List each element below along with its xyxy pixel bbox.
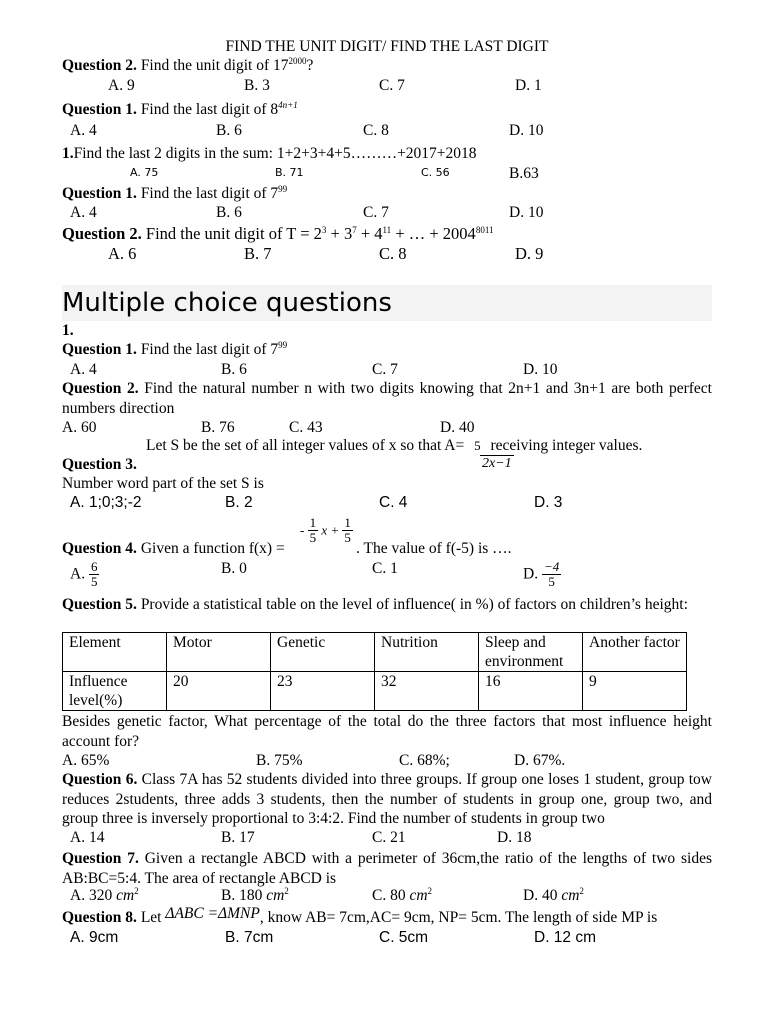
fraction-denominator: 2x−1 [482,456,512,471]
option-a[interactable]: A. 1;0;3;-2 [70,494,142,511]
table-cell: Influence level(%) [63,672,167,711]
fraction: 5 [474,438,481,454]
option-d[interactable]: D. 12 cm [534,929,597,946]
option-b[interactable]: B. 75% [256,752,303,769]
option-d[interactable]: D. 67%. [514,752,566,769]
table-cell: Genetic [271,633,375,672]
option-b[interactable]: B. 0 [221,560,247,577]
option-b[interactable]: B. 7cm [225,929,274,946]
option-a[interactable]: A. 9cm [70,929,119,946]
question-6: Question 6. Class 7A has 52 students divided into three groups. If group one loses 1 student, group tow reduces 2students, three adds 3 students, then the number of students in group one, group two, and group three is inversely proportional to 3:4:2. Find the number of students in group two [62,771,712,827]
question-3-label: Question 3. [62,456,137,473]
option-a[interactable]: A. 320 $cm^2$ [70,886,139,904]
option-a[interactable]: A. 6 [108,244,137,263]
question-1: Question 1. Find the last digit of $7^{99}$ [62,340,288,358]
table-row [63,633,687,672]
triangle-congruence-formula: ΔABC =ΔMNP [165,905,260,922]
option-c[interactable]: C. 68%; [399,752,450,769]
option-a[interactable]: A. 65% [62,752,110,769]
option-c[interactable]: C. 43 [289,419,323,436]
table-cell: 32 [375,672,479,711]
influence-table [62,632,687,711]
page-title: FIND THE UNIT DIGIT/ FIND THE LAST DIGIT [225,38,549,55]
function-formula: - $\frac{1}{5}$ x + $\frac{1}{5}$ [300,515,351,545]
option-c[interactable]: C. 56 [421,166,450,179]
option-b[interactable]: B. 6 [221,361,247,378]
option-d[interactable]: D. 10 [523,361,558,378]
option-d[interactable]: D. 40 $cm^2$ [523,886,584,904]
table-cell: Motor [167,633,271,672]
option-c[interactable]: C. 1 [372,560,398,577]
table-cell: 23 [271,672,375,711]
top-question-unit-digit-17: Question 2. Find the unit digit of $17^{2000}$? [62,56,314,74]
option-b[interactable]: B. 6 [216,122,242,139]
option-a[interactable]: A. 60 [62,419,97,436]
option-b[interactable]: B. 180 $cm^2$ [221,886,289,904]
option-b[interactable]: B. 3 [244,77,270,94]
option-a[interactable]: A. 4 [70,361,97,378]
option-b[interactable]: B. 2 [225,494,253,511]
option-b[interactable]: B. 76 [201,419,235,436]
question-8: Question 8. Let ΔABC =ΔMNP, know AB= 7cm,AC= 9cm, NP= 5cm. The length of side MP is [62,905,658,926]
question-5: Question 5. Provide a statistical table on the level of influence( in %) of factors on children’s height: [62,596,688,613]
section-number: 1. [62,322,74,339]
question-4-tail: . The value of f(-5) is …. [356,540,512,557]
option-d[interactable]: D. 18 [497,829,532,846]
option-d[interactable]: B.63 [509,165,539,182]
option-d[interactable]: D. 9 [515,244,544,263]
option-c[interactable]: C. 5cm [379,929,429,946]
question-2: Question 2. Find the natural number n with two digits knowing that 2n+1 and 3n+1 are both perfect numbers direction [62,380,712,417]
question-5-followup: Besides genetic factor, What percentage of the total do the three factors that most influence height account for? [62,713,712,750]
option-a[interactable]: A. 9 [108,77,135,94]
top-question-unit-digit-T: Question 2. Find the unit digit of $T = 2^3 + 3^7 + 4^{11}$ + … + $2004^{8011}$ [62,224,494,243]
option-b[interactable]: B. 71 [275,166,304,179]
option-b[interactable]: B. 17 [221,829,255,846]
table-cell: Element [63,633,167,672]
table-cell: Another factor [583,633,687,672]
table-cell: Nutrition [375,633,479,672]
option-d[interactable]: D. 1 [515,77,542,94]
question-7: Question 7. Given a rectangle ABCD with a perimeter of 36cm,the ratio of the lengths of two sides AB:BC=5:4. The area of rectangle ABCD is [62,850,712,887]
table-cell: 20 [167,672,271,711]
option-c[interactable]: C. 8 [379,244,407,263]
option-b[interactable]: B. 6 [216,204,242,221]
option-c[interactable]: C. 7 [363,204,389,221]
option-a[interactable]: A. 4 [70,204,97,221]
option-a[interactable]: A. $\frac{6}{5}$ [70,559,98,589]
top-question-last-digit-8: Question 1. Find the last digit of $8^{4n+1}$ [62,100,298,118]
table-row [63,672,687,711]
question-3-text: Number word part of the set S is [62,475,264,492]
top-question-last-two-digits: 1.Find the last 2 digits in the sum: 1+2+3+4+5………+2017+2018 [62,145,477,162]
option-c[interactable]: C. 7 [379,77,405,94]
option-c[interactable]: C. 80 $cm^2$ [372,886,433,904]
option-a[interactable]: A. 14 [70,829,105,846]
top-question-last-digit-7: Question 1. Find the last digit of $7^{99}$ [62,184,288,202]
option-c[interactable]: C. 7 [372,361,398,378]
option-b[interactable]: B. 7 [244,244,272,263]
table-cell: 16 [479,672,583,711]
option-c[interactable]: C. 4 [379,494,408,511]
question-4: Question 4. Given a function f(x) = [62,540,285,557]
option-d[interactable]: D. 3 [534,494,563,511]
option-d[interactable]: D. 40 [440,419,475,436]
option-c[interactable]: C. 8 [363,122,389,139]
option-a[interactable]: A. 4 [70,122,97,139]
option-d[interactable]: D. 10 [509,204,544,221]
question-3-statement: Let S be the set of all integer values of x so that A= 5 receiving integer values. [146,437,643,454]
option-c[interactable]: C. 21 [372,829,406,846]
table-cell: 9 [583,672,687,711]
option-a[interactable]: A. 75 [130,166,159,179]
table-cell: Sleep and environment [479,633,583,672]
section-heading: Multiple choice questions [62,285,712,321]
option-d[interactable]: D. $\frac{-4}{5}$ [523,559,560,589]
option-d[interactable]: D. 10 [509,122,544,139]
